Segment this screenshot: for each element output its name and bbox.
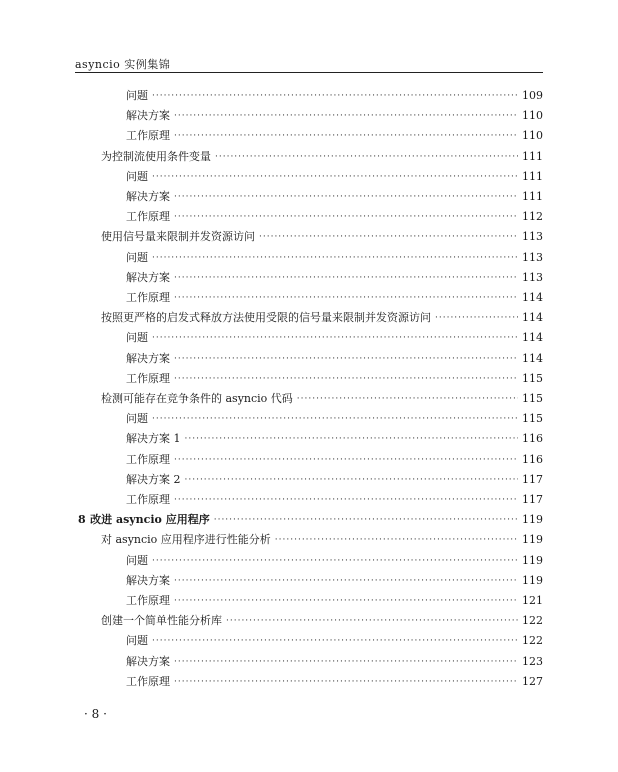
toc-entry-page: 123 — [522, 654, 543, 668]
toc-entry-page: 110 — [522, 109, 543, 123]
toc-entry-page: 115 — [522, 412, 543, 426]
toc-entry — [126, 349, 543, 369]
dot-leader — [152, 248, 518, 268]
toc-entry — [101, 389, 543, 409]
toc-entry — [126, 268, 543, 288]
toc-entry — [126, 369, 543, 389]
toc-entry — [126, 187, 543, 207]
toc-entry-page: 115 — [522, 371, 543, 385]
toc-entry — [126, 248, 543, 268]
toc-entry-page: 114 — [522, 351, 543, 365]
dot-leader — [174, 268, 518, 288]
toc-entry — [126, 450, 543, 470]
toc-entry — [126, 167, 543, 187]
dot-leader — [226, 611, 518, 631]
toc-entry-page: 114 — [522, 291, 543, 304]
toc-entry-title: 工作原理 — [126, 594, 170, 607]
toc-entry-title: 解决方案 — [126, 190, 170, 203]
dot-leader — [214, 510, 518, 530]
toc-entry — [101, 611, 543, 631]
toc-entry-page: 113 — [522, 270, 543, 284]
toc-entry-title: 工作原理 — [126, 452, 170, 466]
toc-entry-title: 解决方案 — [126, 654, 170, 668]
dot-leader — [174, 349, 518, 369]
dot-leader — [215, 147, 518, 167]
toc-entry-page: 112 — [522, 210, 543, 224]
toc-entry — [126, 288, 543, 308]
toc-entry — [101, 530, 543, 550]
toc-entry-page: 114 — [522, 311, 543, 325]
toc-entry — [126, 409, 543, 429]
toc-entry — [126, 429, 543, 449]
dot-leader — [152, 551, 518, 571]
dot-leader — [152, 409, 518, 429]
dot-leader — [152, 86, 518, 106]
toc-entry-title: 问题 — [126, 634, 148, 648]
toc-entry — [126, 207, 543, 227]
dot-leader — [174, 672, 518, 692]
toc-entry-page: 111 — [522, 169, 543, 183]
toc-entry — [126, 571, 543, 591]
toc-entry-title: 解决方案 — [126, 573, 170, 587]
page-number: · 8 · — [84, 707, 107, 721]
toc-entry-title: 工作原理 — [126, 371, 170, 385]
toc-entry — [126, 672, 543, 692]
toc-entry-title: 创建一个简单性能分析库 — [101, 614, 222, 628]
toc-entry — [126, 86, 543, 106]
toc-entry-title: 工作原理 — [126, 129, 170, 143]
toc-entry-page: 122 — [522, 634, 543, 648]
toc-entry-page: 122 — [522, 614, 543, 628]
chapter-number: 8 — [78, 513, 86, 527]
dot-leader — [174, 126, 518, 146]
toc-entry-page: 119 — [522, 573, 543, 587]
toc-entry-page: 113 — [522, 230, 543, 244]
toc-entry — [101, 147, 543, 167]
toc-entry-page: 116 — [522, 452, 543, 466]
toc-entry-title: 解决方案 — [126, 109, 170, 123]
toc-entry-title: 问题 — [126, 89, 148, 102]
toc-entry-page: 119 — [522, 533, 543, 547]
toc-entry-page: 110 — [522, 129, 543, 143]
dot-leader — [174, 288, 518, 308]
toc-entry-page: 127 — [522, 674, 543, 688]
toc-entry-title: 解决方案 1 — [126, 432, 181, 446]
toc-entry — [126, 126, 543, 146]
dot-leader — [275, 530, 518, 550]
dot-leader — [185, 429, 519, 449]
toc-entry-title: 改进 asyncio 应用程序 — [90, 513, 210, 527]
toc-entry-page: 119 — [522, 513, 543, 527]
dot-leader — [174, 450, 518, 470]
dot-leader — [152, 631, 518, 651]
running-header: asyncio 实例集锦 — [75, 58, 171, 71]
toc-entry — [78, 510, 543, 530]
dot-leader — [174, 490, 518, 510]
dot-leader — [174, 591, 518, 611]
toc-entry — [126, 490, 543, 510]
dot-leader — [152, 167, 518, 187]
dot-leader — [185, 470, 519, 490]
dot-leader — [174, 652, 518, 672]
toc-entry-title: 工作原理 — [126, 674, 170, 688]
toc-entry — [126, 106, 543, 126]
toc-entry — [101, 308, 543, 328]
toc-entry — [126, 652, 543, 672]
dot-leader — [152, 328, 518, 348]
toc-entry-title: 按照更严格的启发式释放方法使用受限的信号量来限制并发资源访问 — [101, 311, 431, 325]
toc-entry-page: 111 — [522, 190, 543, 203]
toc-entry-page: 121 — [522, 594, 543, 607]
toc-entry-title: 解决方案 — [126, 351, 170, 365]
header-rule — [75, 72, 543, 73]
dot-leader — [174, 207, 518, 227]
toc-entry-title: 问题 — [126, 169, 148, 183]
toc-entry-page: 117 — [522, 493, 543, 506]
toc-entry-title: 工作原理 — [126, 291, 170, 304]
toc-entry — [126, 328, 543, 348]
toc-entry-title: 使用信号量来限制并发资源访问 — [101, 230, 255, 244]
toc-entry-title: 为控制流使用条件变量 — [101, 149, 211, 163]
toc-entry-title: 问题 — [126, 331, 148, 345]
toc-entry-title: 问题 — [126, 250, 148, 264]
toc-entry — [126, 470, 543, 490]
dot-leader — [174, 187, 518, 207]
toc-entry — [101, 227, 543, 247]
toc-entry-title: 问题 — [126, 412, 148, 426]
toc-entry — [126, 631, 543, 651]
toc-entry-title: 解决方案 — [126, 270, 170, 284]
toc-entry-title: 工作原理 — [126, 210, 170, 224]
toc-entry-page: 117 — [522, 472, 543, 486]
toc-entry-page: 119 — [522, 553, 543, 567]
dot-leader — [174, 571, 518, 591]
toc-entry-title: 检测可能存在竞争条件的 asyncio 代码 — [101, 392, 293, 405]
toc-entry-page: 109 — [522, 89, 543, 102]
toc-entry-page: 116 — [522, 432, 543, 446]
dot-leader — [297, 389, 518, 409]
toc-entry-title: 对 asyncio 应用程序进行性能分析 — [101, 533, 271, 547]
toc-entry-page: 113 — [522, 250, 543, 264]
toc-entry-title: 工作原理 — [126, 493, 170, 506]
dot-leader — [174, 369, 518, 389]
toc-entry-page: 115 — [522, 392, 543, 405]
toc-entry-page: 114 — [522, 331, 543, 345]
toc-entry — [126, 551, 543, 571]
toc-entry — [126, 591, 543, 611]
toc-entry-title: 解决方案 2 — [126, 472, 181, 486]
dot-leader — [259, 227, 518, 247]
toc-entry-page: 111 — [522, 149, 543, 163]
dot-leader — [435, 308, 518, 328]
toc-entry-title: 问题 — [126, 553, 148, 567]
dot-leader — [174, 106, 518, 126]
